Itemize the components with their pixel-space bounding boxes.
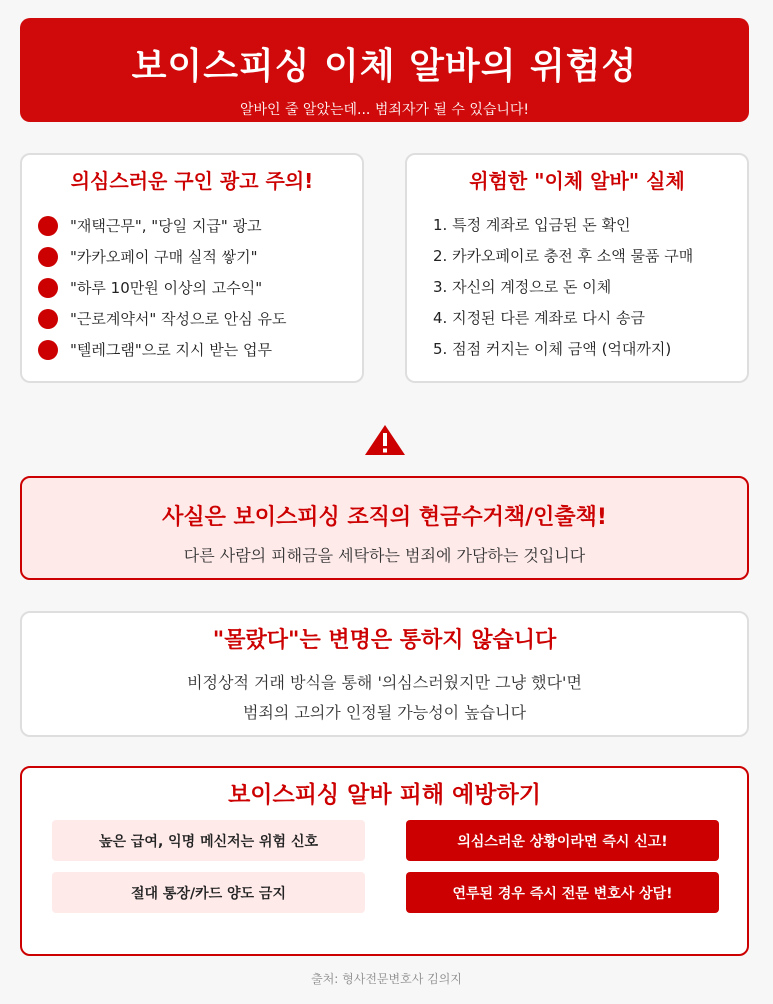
bullet-dot-icon: [38, 247, 58, 267]
list-item: [38, 210, 362, 241]
step-item: 5. 점점 커지는 이체 금액 (억대까지): [433, 340, 672, 358]
list-item-text: "하루 10만원 이상의 고수익": [70, 279, 263, 297]
list-item-text: "카카오페이 구매 실적 쌓기": [70, 248, 258, 266]
truth-callout: [20, 476, 749, 580]
list-item: [38, 303, 362, 334]
step-item: 1. 특정 계좌로 입금된 돈 확인: [433, 216, 631, 234]
page-subtitle: 알바인 줄 알았는데... 범죄자가 될 수 있습니다!: [239, 102, 530, 118]
list-item-text: "텔레그램"으로 지시 받는 업무: [70, 341, 272, 359]
reality-title: 위험한 "이체 알바" 실체: [469, 169, 685, 193]
warning-triangle-icon: [364, 424, 406, 456]
step-item: 2. 카카오페이로 충전 후 소액 물품 구매: [433, 247, 694, 265]
no-excuse-callout: [20, 611, 749, 737]
page-title: 보이스피싱 이체 알바의 위험성: [131, 46, 638, 87]
excuse-body: [22, 668, 747, 728]
source-credit: 출처: 형사전문변호사 김의지: [311, 972, 462, 986]
list-item-text: "재택근무", "당일 지급" 광고: [70, 217, 262, 235]
step-item: 4. 지정된 다른 계좌로 다시 송금: [433, 309, 646, 327]
prevention-title: 보이스피싱 알바 피해 예방하기: [228, 782, 541, 808]
excuse-headline: "몰랐다"는 변명은 통하지 않습니다: [212, 628, 557, 653]
bullet-dot-icon: [38, 340, 58, 360]
bullet-dot-icon: [38, 278, 58, 298]
bullet-dot-icon: [38, 309, 58, 329]
tip-no-account-transfer: 절대 통장/카드 양도 금지: [52, 872, 365, 913]
list-item: [38, 272, 362, 303]
list-item-text: "근로계약서" 작성으로 안심 유도: [70, 310, 287, 328]
reality-steps-list: [407, 210, 747, 365]
truth-headline: 사실은 보이스피싱 조직의 현금수거책/인출책!: [162, 505, 607, 530]
truth-subtext: 다른 사람의 피해금을 세탁하는 범죄에 가담하는 것입니다: [183, 546, 586, 565]
prevention-section: [20, 766, 749, 956]
excuse-line-2: 범죄의 고의가 인정될 가능성이 높습니다: [242, 703, 527, 722]
excuse-line-1: 비정상적 거래 방식을 통해 '의심스러웠지만 그냥 했다'면: [187, 673, 582, 692]
header-banner: [20, 18, 749, 122]
suspicious-ads-card: [20, 153, 364, 383]
transfer-job-reality-card: [405, 153, 749, 383]
suspicious-ads-title: 의심스러운 구인 광고 주의!: [70, 169, 314, 193]
tip-consult-lawyer: 연루된 경우 즉시 전문 변호사 상담!: [406, 872, 719, 913]
step-item: 3. 자신의 계정으로 돈 이체: [433, 278, 612, 296]
list-item: [38, 334, 362, 365]
tip-high-pay-warning: 높은 급여, 익명 메신저는 위험 신호: [52, 820, 365, 861]
suspicious-ads-list: [22, 210, 362, 365]
bullet-dot-icon: [38, 216, 58, 236]
tip-report-immediately: 의심스러운 상황이라면 즉시 신고!: [406, 820, 719, 861]
list-item: [38, 241, 362, 272]
